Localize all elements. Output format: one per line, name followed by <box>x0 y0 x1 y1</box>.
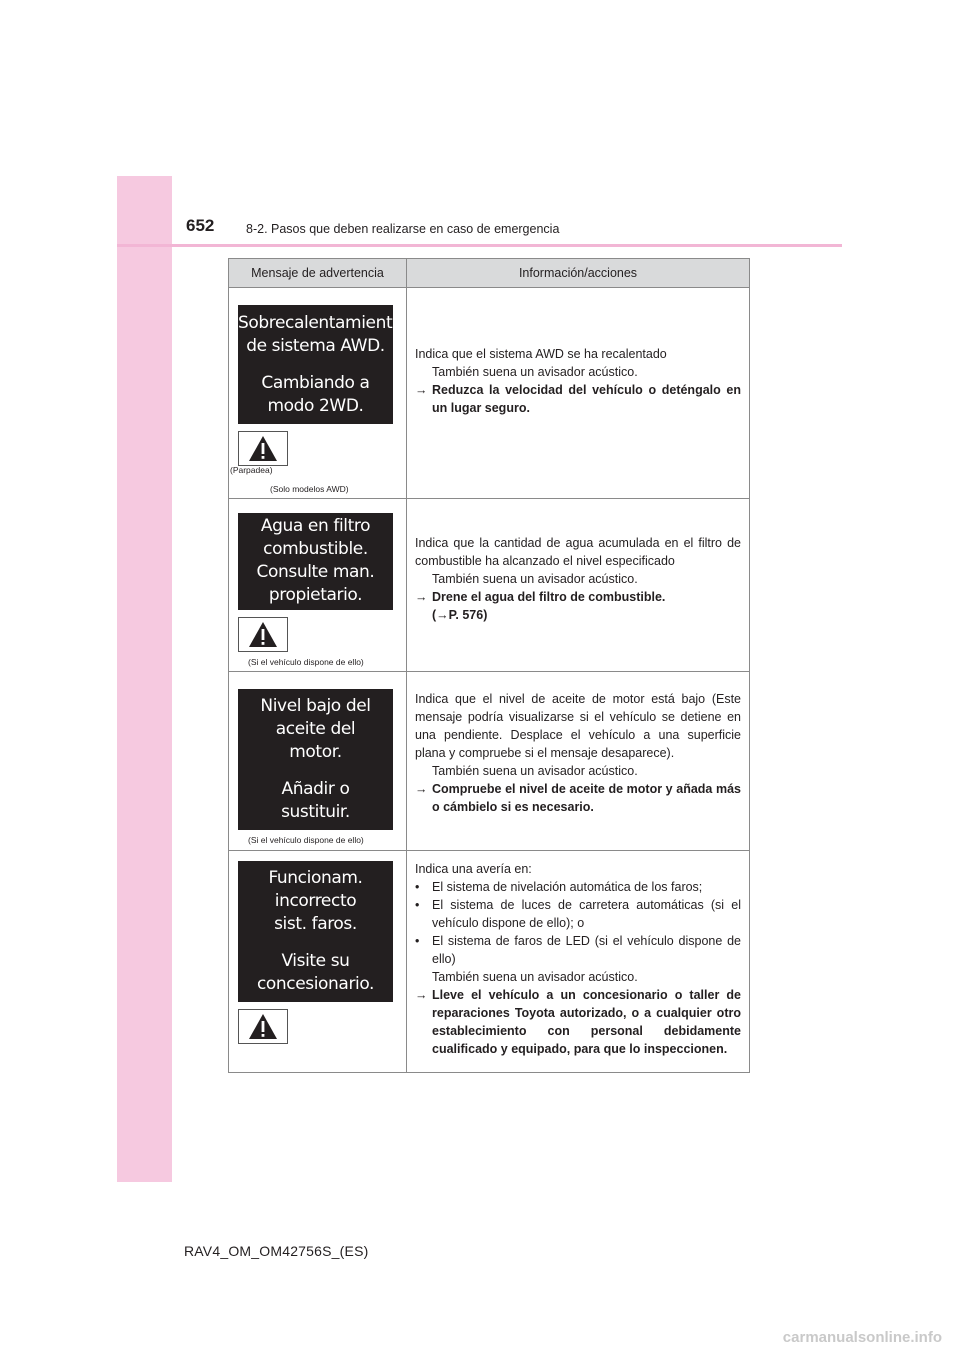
arrow-icon: → <box>415 590 428 604</box>
column-header-info: Información/acciones <box>407 259 750 288</box>
action-text: Compruebe el nivel de aceite de motor y añada más o cámbielo si es necesario. <box>432 782 741 814</box>
table-header-row <box>229 259 750 288</box>
display-line: combustible. <box>263 539 368 559</box>
display-line: Funcionam. <box>268 867 363 888</box>
display-line: propietario. <box>268 585 363 605</box>
info-cell <box>407 851 750 1073</box>
list-item-text: El sistema de faros de LED (si el vehículo dispone de ello) <box>432 933 741 966</box>
action-line <box>415 986 741 1058</box>
info-text: Indica que la cantidad de agua acumulada en el filtro de combustible ha alcanzado el nivel especificado <box>415 536 741 568</box>
message-cell <box>229 499 407 672</box>
arrow-icon: → <box>415 987 428 1002</box>
message-cell <box>229 288 407 499</box>
info-text-2: También suena un avisador acústico. <box>432 969 638 984</box>
warning-triangle-icon <box>238 431 288 466</box>
bullet-icon: • <box>415 933 420 948</box>
display-line: Cambiando a <box>261 372 370 393</box>
action-text: Drene el agua del filtro de combustible. <box>432 590 666 604</box>
action-line <box>415 381 741 417</box>
table-row <box>229 672 750 851</box>
message-display <box>238 689 393 830</box>
display-line: motor. <box>289 742 342 762</box>
display-line: concesionario. <box>256 973 375 994</box>
info-text-2: También suena un avisador acústico. <box>432 365 638 379</box>
display-line: sustituir. <box>281 802 350 822</box>
action-reference: (→P. 576) <box>432 608 488 622</box>
list-item-text: El sistema de nivelación automática de los faros; <box>432 879 703 894</box>
display-line: Consulte man. <box>256 562 375 582</box>
model-note: (Si el vehículo dispone de ello) <box>248 656 364 667</box>
action-line <box>415 780 741 816</box>
display-line: aceite del <box>275 719 356 739</box>
watermark: carmanualsonline.info <box>782 1329 942 1346</box>
action-text: Reduzca la velocidad del vehículo o deténgalo en un lugar seguro. <box>432 383 741 415</box>
arrow-icon: → <box>415 383 428 397</box>
action-text: Lleve el vehículo a un concesionario o taller de reparaciones Toyota autorizado, o a cualquier otro establecimiento con personal debidamente cualificado y equipado, para que lo inspeccionen. <box>432 987 741 1056</box>
warning-triangle-icon <box>238 1009 288 1044</box>
list-item <box>415 896 741 932</box>
info-text-2: También suena un avisador acústico. <box>432 572 638 586</box>
display-line: Sobrecalentamiento <box>238 312 403 333</box>
display-line: Añadir o <box>281 779 350 799</box>
message-display <box>238 861 393 1002</box>
bullet-icon: • <box>415 879 420 894</box>
info-text: Indica una avería en: <box>415 861 532 876</box>
info-cell <box>407 672 750 851</box>
display-line: de sistema AWD. <box>246 335 385 356</box>
display-line: incorrecto <box>274 890 357 911</box>
header-rule <box>117 244 842 247</box>
table-row <box>229 499 750 672</box>
list-item <box>415 932 741 968</box>
list-item <box>415 878 741 896</box>
icon-note: (Parpadea) <box>230 465 273 475</box>
column-header-message: Mensaje de advertencia <box>229 259 407 288</box>
action-line <box>415 588 741 606</box>
document-code: RAV4_OM_OM42756S_(ES) <box>184 1243 369 1259</box>
info-text: Indica que el nivel de aceite de motor está bajo (Este mensaje podría visualizarse si el vehículo se detiene en una pendiente. Desplace el vehículo a una superficie plana y compruebe si el mensaje desaparece). <box>415 692 741 760</box>
display-line: modo 2WD. <box>267 395 364 416</box>
section-title: 8-2. Pasos que deben realizarse en caso de emergencia <box>246 222 560 236</box>
bullet-icon: • <box>415 897 420 912</box>
model-note: (Si el vehículo dispone de ello) <box>248 835 364 845</box>
info-text: Indica que el sistema AWD se ha recalentado <box>415 347 667 361</box>
info-text-2: También suena un avisador acústico. <box>432 764 638 778</box>
info-cell <box>407 288 750 499</box>
side-tab-band <box>117 176 172 1182</box>
info-cell <box>407 499 750 672</box>
message-cell <box>229 672 407 851</box>
message-display <box>238 305 403 424</box>
arrow-icon: → <box>415 782 428 796</box>
display-line: sist. faros. <box>274 913 357 934</box>
warning-messages-table <box>228 258 750 1073</box>
warning-triangle-icon <box>238 617 288 652</box>
display-line: Nivel bajo del <box>260 696 371 716</box>
model-note: (Solo modelos AWD) <box>270 484 349 494</box>
message-display <box>238 513 393 610</box>
display-line: Visite su <box>281 950 350 971</box>
table-row <box>229 288 750 499</box>
message-cell <box>229 851 407 1073</box>
list-item-text: El sistema de luces de carretera automáticas (si el vehículo dispone de ello); o <box>432 897 741 930</box>
page-number: 652 <box>186 216 215 235</box>
table-row <box>229 851 750 1073</box>
display-line: Agua en filtro <box>260 516 371 536</box>
header-band <box>117 176 172 244</box>
